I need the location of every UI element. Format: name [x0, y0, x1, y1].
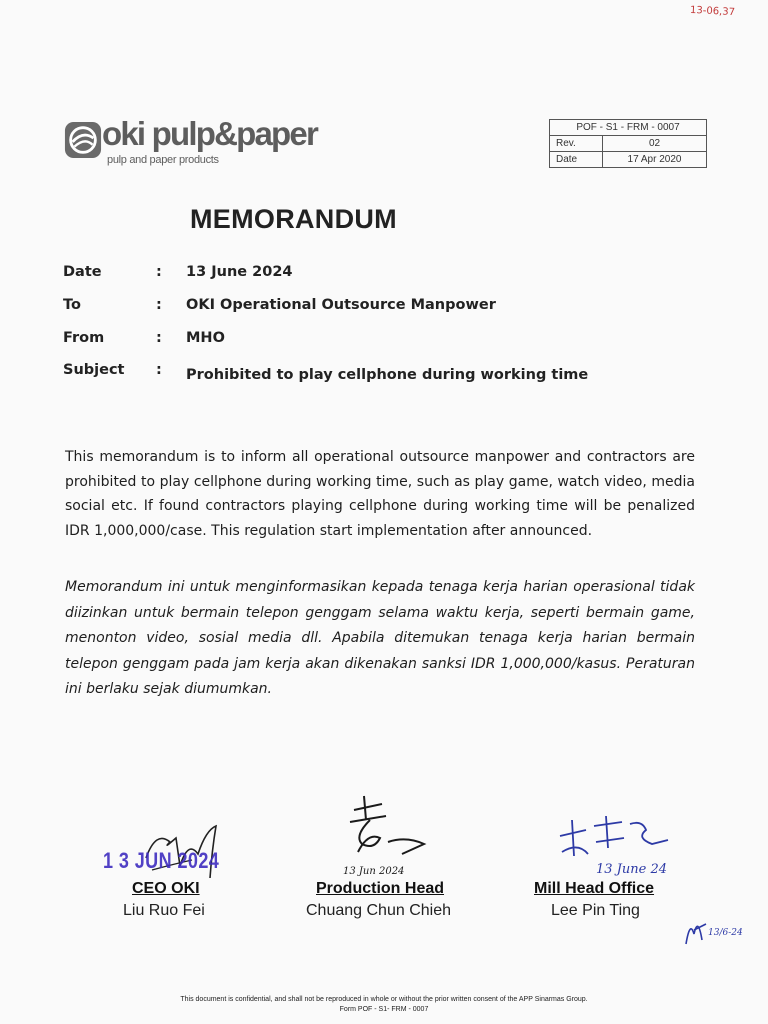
ceo-name: Liu Ruo Fei	[123, 902, 205, 919]
memo-title: MEMORANDUM	[190, 204, 397, 234]
form-code: POF - S1 - FRM - 0007	[550, 120, 707, 136]
form-date-value: 17 Apr 2020	[603, 152, 707, 168]
production-head-signature-icon	[340, 792, 435, 867]
meta-colon: :	[156, 297, 162, 313]
memo-body-english: This memorandum is to inform all operational outsource manpower and contractors are prohibited to play cellphone during working time, such as play game, watch video, media social etc. If found contractors playing cellphone during working time will be penalized IDR 1,000,000/case. This regulation start implementation after announced.	[65, 449, 695, 539]
form-date-label: Date	[550, 152, 603, 168]
production-head-name: Chuang Chun Chieh	[306, 902, 451, 919]
production-head-handwritten-date: 13 Jun 2024	[343, 866, 405, 877]
footer-form-code: Form POF - S1- FRM - 0007	[339, 1006, 429, 1013]
meta-to-value: OKI Operational Outsource Manpower	[186, 297, 496, 313]
mill-head-handwritten-date: 13 June 24	[596, 862, 667, 877]
meta-colon: :	[156, 362, 162, 378]
logo-wordmark: oki pulp&paper	[102, 115, 317, 152]
meta-colon: :	[156, 264, 162, 280]
initials-date: 13/6-24	[708, 928, 743, 938]
meta-subject-label: Subject	[63, 362, 125, 378]
logo-tagline: pulp and paper products	[107, 154, 219, 166]
meta-to-label: To	[63, 297, 81, 313]
memo-body-indonesian: Memorandum ini untuk menginformasikan kepada tenaga kerja harian operasional tidak diizinkan untuk bermain telepon genggam selama waktu kerja, seperti bermain game, menonton video, sosial media dll. Apabila ditemukan tenaga kerja harian bermain telepon genggam pada jam kerja akan dikenakan sanksi IDR 1,000,000/kasus. Peraturan ini berlaku sejak diumumkan.	[65, 579, 695, 697]
form-reference-box	[549, 119, 707, 168]
meta-subject-value: Prohibited to play cellphone during working time	[186, 367, 589, 383]
handwritten-corner-note: 13-06,37	[689, 4, 736, 19]
meta-date-value: 13 June 2024	[186, 264, 293, 280]
mill-head-name: Lee Pin Ting	[551, 902, 640, 919]
ceo-title: CEO OKI	[132, 880, 200, 897]
mill-head-title: Mill Head Office	[534, 880, 655, 897]
meta-colon: :	[156, 330, 162, 346]
rev-label: Rev.	[550, 136, 603, 152]
rev-value: 02	[603, 136, 707, 152]
meta-from-label: From	[63, 330, 105, 346]
company-logo	[64, 115, 364, 171]
production-head-title: Production Head	[316, 880, 445, 897]
meta-date-label: Date	[63, 264, 102, 280]
meta-from-value: MHO	[186, 330, 225, 346]
received-date-stamp: 1 3 JUN 2024	[103, 848, 220, 873]
footer-confidential-note: This document is confidential, and shall not be reproduced in whole or without the prior written consent of the APP Sinarmas Group.	[180, 996, 588, 1003]
logo-swirl-icon	[64, 121, 102, 159]
